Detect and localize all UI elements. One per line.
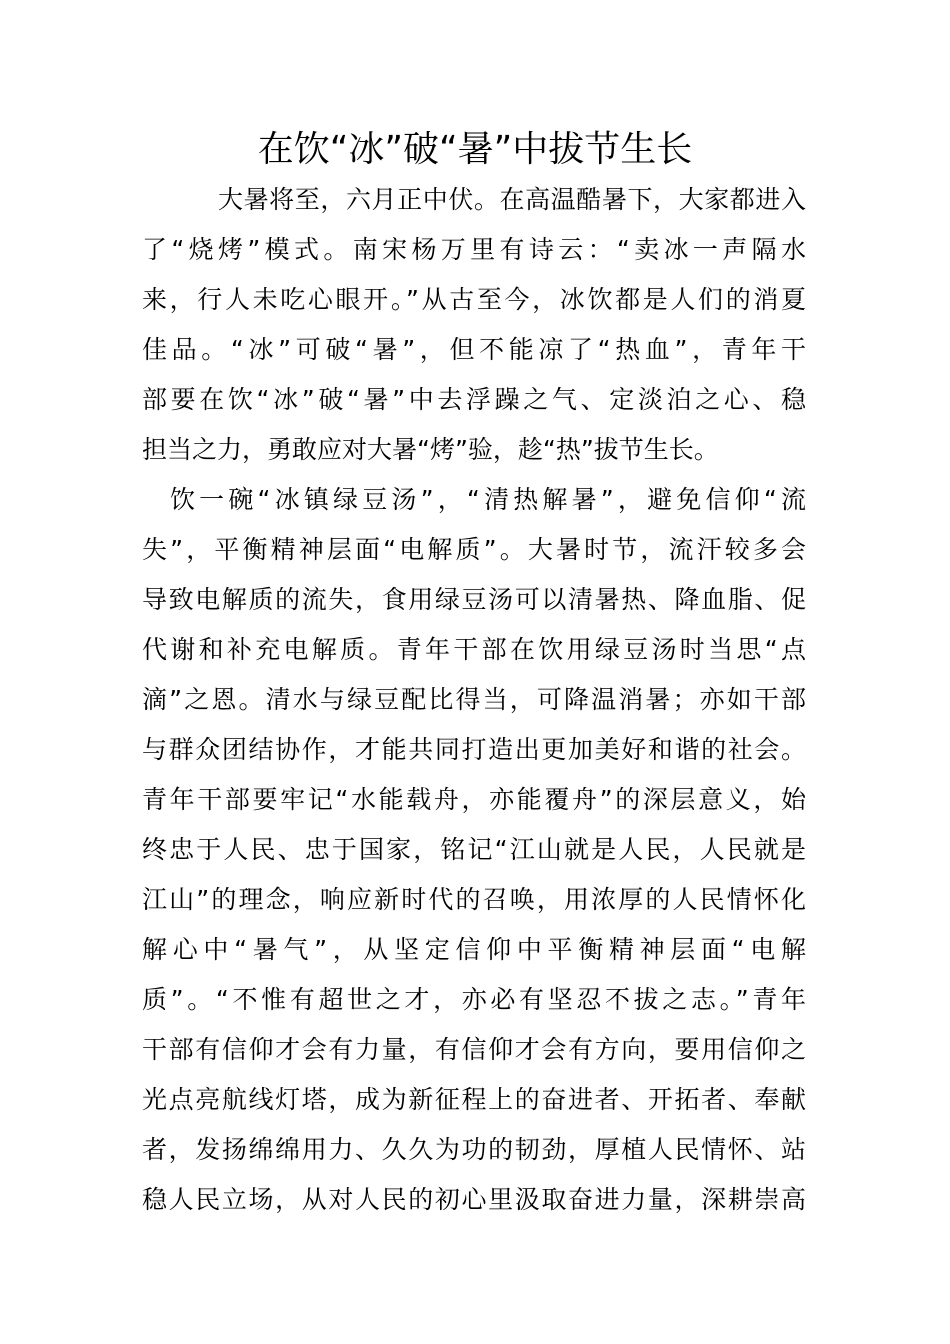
paragraph-line: 解心中“暑气”，从坚定信仰中平衡精神层面“电解 <box>142 935 806 964</box>
paragraph-line: 大暑将至，六月正中伏。在高温酷暑下，大家都进入 <box>218 185 806 214</box>
paragraph-line: 佳品。“冰”可破“暑”，但不能凉了“热血”，青年干 <box>142 335 806 364</box>
paragraph-line: 了“烧烤”模式。南宋杨万里有诗云：“卖冰一声隔水 <box>142 235 806 264</box>
paragraph-line: 担当之力，勇敢应对大暑“烤”验，趁“热”拔节生长。 <box>142 435 719 464</box>
paragraph-line: 江山”的理念，响应新时代的召唤，用浓厚的人民情怀化 <box>142 885 806 914</box>
paragraph-line: 稳人民立场，从对人民的初心里汲取奋进力量，深耕崇高 <box>142 1185 806 1214</box>
paragraph-line: 光点亮航线灯塔，成为新征程上的奋进者、开拓者、奉献 <box>142 1085 806 1114</box>
paragraph-line: 干部有信仰才会有力量，有信仰才会有方向，要用信仰之 <box>142 1035 806 1064</box>
paragraph-line: 代谢和补充电解质。青年干部在饮用绿豆汤时当思“点 <box>142 635 806 664</box>
paragraph-line: 者，发扬绵绵用力、久久为功的韧劲，厚植人民情怀、站 <box>142 1135 806 1164</box>
paragraph-line: 部要在饮“冰”破“暑”中去浮躁之气、定淡泊之心、稳 <box>142 385 806 414</box>
paragraph-line: 青年干部要牢记“水能载舟，亦能覆舟”的深层意义，始 <box>142 785 806 814</box>
paragraph-line: 终忠于人民、忠于国家，铭记“江山就是人民，人民就是 <box>142 835 806 864</box>
paragraph-line: 导致电解质的流失，食用绿豆汤可以清暑热、降血脂、促 <box>142 585 806 614</box>
paragraph-line: 来，行人未吃心眼开。”从古至今，冰饮都是人们的消夏 <box>142 285 806 314</box>
paragraph-line: 与群众团结协作，才能共同打造出更加美好和谐的社会。 <box>142 735 806 764</box>
paragraph-line: 失”，平衡精神层面“电解质”。大暑时节，流汗较多会 <box>142 535 806 564</box>
paragraph-line: 质”。“不惟有超世之才，亦必有坚忍不拔之志。”青年 <box>142 985 806 1014</box>
paragraph-line: 滴”之恩。清水与绿豆配比得当，可降温消暑；亦如干部 <box>142 685 806 714</box>
document-title: 在饮“冰”破“暑”中拔节生长 <box>257 129 693 170</box>
paragraph-line: 饮一碗“冰镇绿豆汤”，“清热解暑”，避免信仰“流 <box>170 485 806 514</box>
